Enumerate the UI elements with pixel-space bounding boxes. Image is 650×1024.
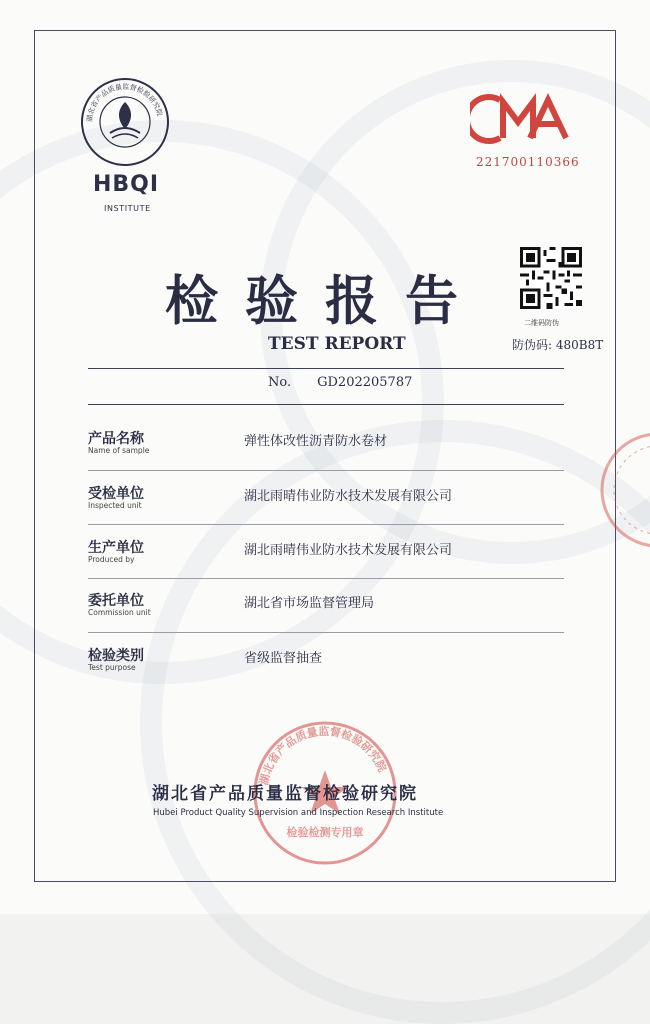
divider bbox=[88, 404, 564, 405]
divider bbox=[88, 368, 564, 369]
field-value: 湖北省市场监督管理局 bbox=[244, 596, 375, 611]
field-value: 弹性体改性沥青防水卷材 bbox=[244, 434, 388, 449]
issuer-name: 湖北省产品质量监督检验研究院 bbox=[152, 784, 418, 804]
divider bbox=[88, 470, 564, 471]
report-number-value: GD202205787 bbox=[317, 375, 413, 390]
hbqi-wordmark: HBQI bbox=[93, 172, 160, 197]
qr-code-icon[interactable] bbox=[520, 247, 582, 309]
page-title: 检验报告 bbox=[165, 270, 485, 332]
code-label: 防伪码: bbox=[512, 338, 553, 352]
hbqi-emblem-icon bbox=[80, 77, 170, 167]
partial-seal-icon bbox=[596, 420, 650, 560]
logo-ring-text: 湖北省产品质量监督检验研究院 bbox=[85, 82, 164, 123]
issuer-name-en: Hubei Product Quality Supervision and Inspection Research Institute bbox=[153, 808, 444, 818]
field-label: 产品名称 bbox=[88, 431, 144, 447]
divider bbox=[88, 524, 564, 525]
field-label: 检验类别 bbox=[88, 648, 144, 664]
seal-ring-text: 湖北省产品质量监督检验研究院 bbox=[257, 724, 389, 787]
field-value: 省级监督抽查 bbox=[244, 651, 323, 666]
divider bbox=[88, 578, 564, 579]
qr-caption: 二维码防伪 bbox=[524, 319, 559, 327]
cma-number: 221700110366 bbox=[476, 155, 580, 169]
field-value: 湖北雨晴伟业防水技术发展有限公司 bbox=[244, 543, 453, 558]
field-label-en: Test purpose bbox=[88, 663, 136, 672]
cma-mark-icon bbox=[470, 92, 570, 146]
field-label: 生产单位 bbox=[88, 540, 144, 556]
field-value: 湖北雨晴伟业防水技术发展有限公司 bbox=[244, 489, 453, 504]
report-number bbox=[268, 375, 412, 390]
field-label-en: Inspected unit bbox=[88, 501, 142, 510]
field-label-en: Commission unit bbox=[88, 608, 151, 617]
code-value: 480B8T bbox=[555, 338, 604, 352]
field-row-produced-by bbox=[88, 537, 564, 577]
field-row-inspected-unit bbox=[88, 483, 564, 523]
field-label-en: Produced by bbox=[88, 555, 135, 564]
hbqi-institute-label: INSTITUTE bbox=[104, 204, 151, 213]
seal-bottom-text: 检验检测专用章 bbox=[286, 826, 364, 839]
field-label: 委托单位 bbox=[88, 593, 144, 609]
field-row-test-purpose bbox=[88, 645, 564, 685]
divider bbox=[88, 632, 564, 633]
field-row-sample bbox=[88, 428, 564, 468]
anti-counterfeit-code bbox=[512, 336, 603, 353]
page-title-en: TEST REPORT bbox=[268, 334, 406, 354]
report-number-label: No. bbox=[268, 375, 292, 390]
field-label: 受检单位 bbox=[88, 486, 144, 502]
field-label-en: Name of sample bbox=[88, 446, 150, 455]
field-row-commission-unit bbox=[88, 590, 564, 630]
